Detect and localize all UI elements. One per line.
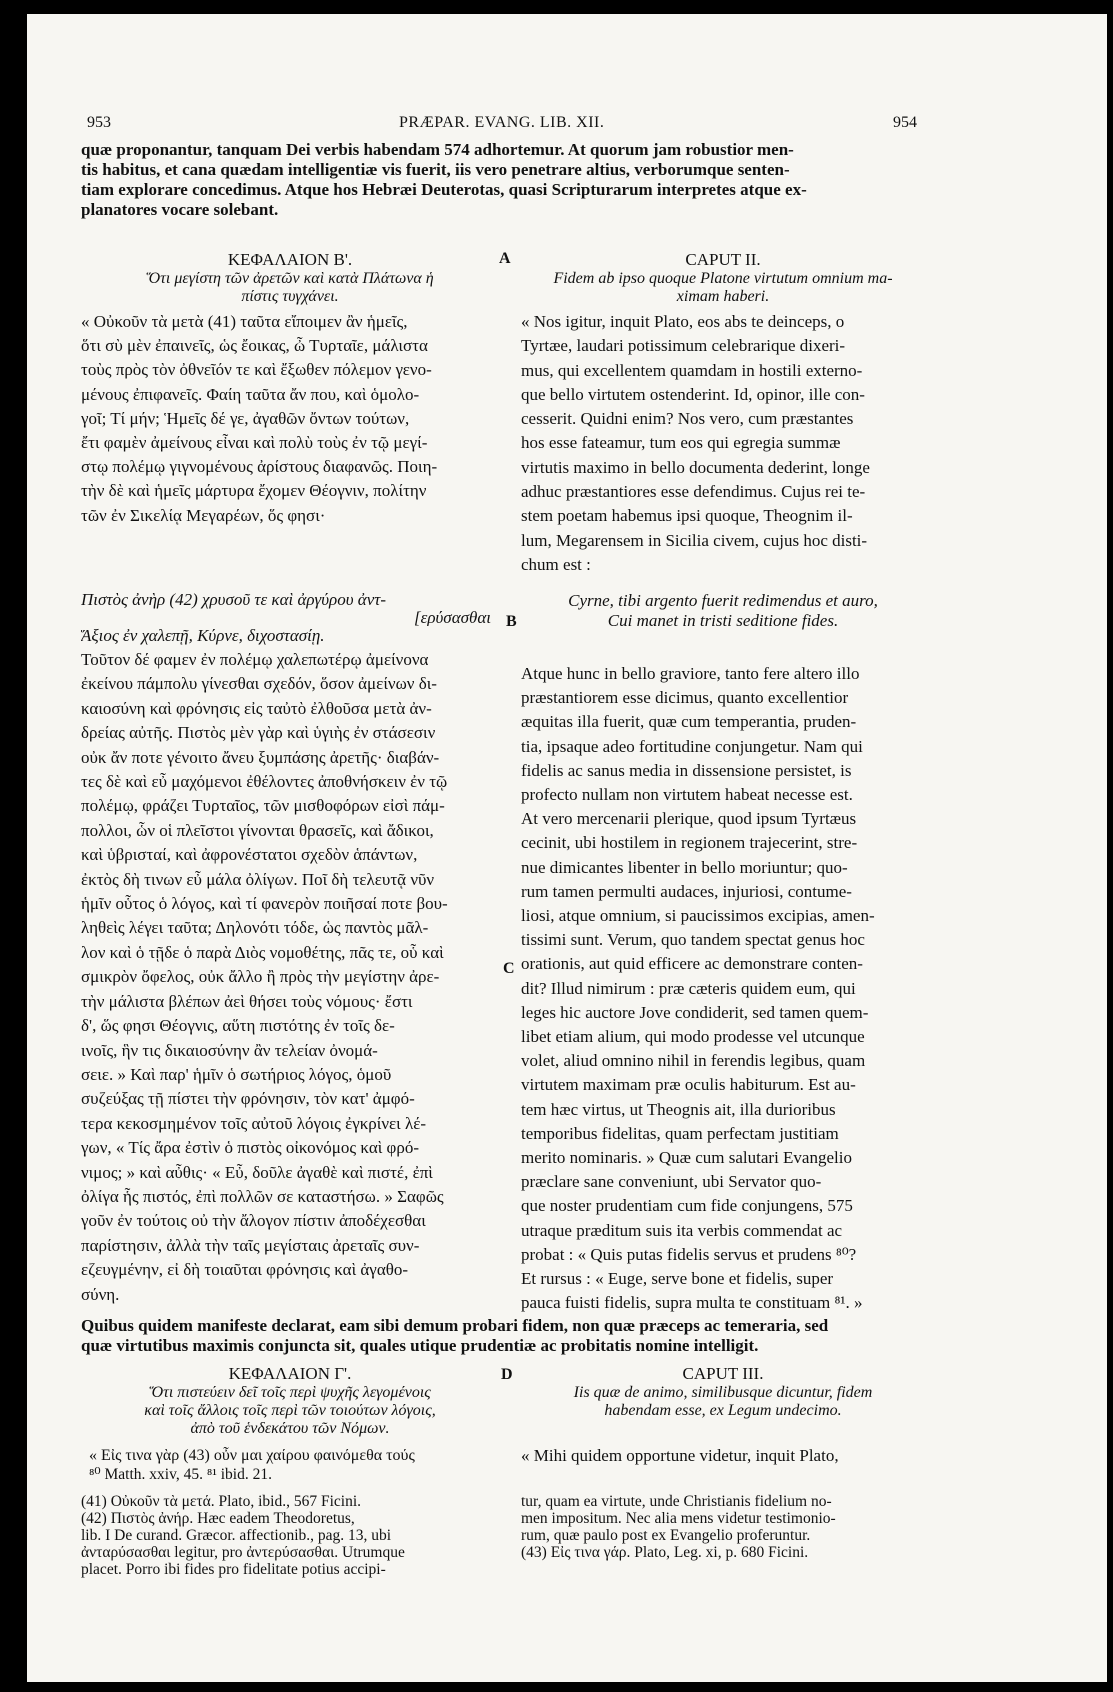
latin-line: præstantiorem esse dicimus, quanto excellentior [521, 688, 849, 708]
greek-line: γων, « Τίς ἄρα ἐστὶν ὁ πιστὸς οἰκονόμος καὶ φρό- [81, 1138, 419, 1158]
page-number-left: 953 [87, 114, 111, 131]
latin-line: præclare sane conveniunt, ubi Servator quo- [521, 1172, 822, 1192]
bridge-paragraph [81, 1316, 933, 1356]
column-marker-a: A [499, 250, 511, 267]
book-page [27, 14, 1107, 1682]
latin-line: temporibus fidelitas, quam perfectam justitiam [521, 1123, 839, 1143]
latin-chapter-subtitle [513, 1384, 933, 1420]
running-title: PRÆPAR. EVANG. LIB. XII. [399, 114, 605, 131]
latin-line: fidelis ac sanus media in dissensione persistet, is [521, 760, 852, 780]
footnote-line: (41) Οὐκοῦν τὰ μετά. Plato, ibid., 567 Ficini. [81, 1493, 362, 1510]
greek-line: ληθεὶς λέγει ταῦτα; Δηλονότι τόδε, ὡς παντὸς μᾶλ- [81, 918, 429, 938]
footnotes-right [521, 1493, 933, 1561]
greek-line: ἐκείνου πάμπολυ γίνεσθαι σχεδόν, ὅσον ἀμείνων δι- [81, 674, 437, 694]
greek-line: δρείας αὐτῆς. Πιστὸς μὲν γὰρ καὶ ὑγιὴς ἐν στάσεσιν [81, 723, 436, 743]
text-line: tiam explorare concedimus. Atque hos Hebræi Deuterotas, quasi Scripturarum interpretes atque ex- [81, 180, 807, 199]
text-line: Quibus quidem manifeste declarat, eam sibi demum probari fidem, non quæ præceps ac temeraria, sed [81, 1316, 829, 1335]
latin-line: adhuc præstantiores esse defendimus. Cujus rei te- [521, 482, 866, 502]
latin-verse [513, 591, 933, 631]
latin-line: tissimi sunt. Verum, quo tandem spectat genus hoc [521, 930, 865, 950]
subtitle-line: πίστις τυγχάνει. [241, 288, 339, 305]
latin-line: mus, qui excellentem quamdam in hostili externo- [521, 360, 863, 380]
greek-line: τὴν μάλιστα βλέπων ἀεὶ θήσει τοὺς νόμους· ἔστι [81, 991, 413, 1011]
footnote-line: (42) Πιστὸς ἀνήρ. Hæc eadem Theodoretus, [81, 1510, 355, 1527]
footnote-line: rum, quæ paulo post ex Evangelio proferuntur. [521, 1527, 811, 1544]
latin-line: tem hæc virtus, ut Theognis ait, illa durioribus [521, 1099, 836, 1119]
greek-line: « Οὐκοῦν τὰ μετὰ (41) ταῦτα εἴποιμεν ἂν ἡμεῖς, [81, 312, 408, 331]
greek-line: ὅτι σὺ μὲν ἐπαινεῖς, ὡς ἔοικας, ὦ Τυρταῖε, μάλιστα [81, 336, 428, 356]
subtitle-line: habendam esse, ex Legum undecimo. [604, 1402, 842, 1419]
greek-line: εζευγμένην, εἰ δὴ τοιαῦται φρόνησις καὶ ἀγαθο- [81, 1260, 409, 1280]
text-line: quæ virtutibus maximis conjuncta sit, quales utique prudentiæ ac probitatis nomine intelligit. [81, 1336, 759, 1355]
greek-line: πολλοι, ὧν οἱ πλεῖστοι γίνονται θρασεῖς, καὶ ἄδικοι, [81, 820, 434, 840]
greek-chapter-subtitle [81, 1384, 499, 1438]
latin-line: lum, Megarensem in Sicilia civem, cujus hoc disti- [521, 530, 868, 550]
greek-line: ὀλίγα ἧς πιστός, ἐπὶ πολλῶν σε καταστήσω. » Σαφῶς [81, 1186, 444, 1206]
greek-line: ινοῖς, ἣν τις δικαιοσύνην ἂν τελείαν ὀνομά- [81, 1040, 378, 1060]
greek-line: τῶν ἐν Σικελίᾳ Μεγαρέων, ὅς φησι· [81, 505, 326, 525]
subtitle-line: ximam haberi. [676, 288, 770, 305]
greek-line: συζεύξας τῇ πίστει τὴν φρόνησιν, τὸν κατ' ἀμφό- [81, 1089, 415, 1109]
greek-line: οὐκ ἄν ποτε γένοιτο ἄνευ ξυμπάσης ἀρετῆς· διαβάν- [81, 747, 440, 767]
greek-line: τὴν δὲ καὶ ἡμεῖς μάρτυρα ἔχομεν Θέογνιν, πολίτην [81, 481, 427, 501]
text-line: tis habitus, et cana quædam intelligentiæ vis fuerit, iis vero penetrare altius, verborumque senten- [81, 160, 790, 179]
latin-line: Atque hunc in bello graviore, tanto fere altero illo [521, 664, 860, 683]
latin-line: leges hic auctore Jove condiderit, sed tamen quem- [521, 1002, 869, 1022]
latin-line: profecto nullam non virtutem habeat necesse est. [521, 785, 853, 805]
greek-chapter-heading: ΚΕΦΑΛΑΙΟΝ Β'. [227, 250, 353, 269]
latin-line: merito nominaris. » Quæ cum salutari Evangelio [521, 1148, 852, 1168]
footnote-line: men impositum. Nec alia mens videtur testimonio- [521, 1510, 836, 1527]
latin-line: virtutis maximo in bello documenta dederint, longe [521, 457, 870, 477]
greek-line: πολέμῳ, φράζει Τυρταῖος, τῶν μισθοφόρων εἰσὶ πάμ- [81, 796, 445, 816]
subtitle-line: Ὅτι μεγίστη τῶν ἀρετῶν καὶ κατὰ Πλάτωνα ἡ [146, 270, 434, 287]
latin-line: que bello virtutem ostenderint. Id, opinor, ille con- [521, 384, 865, 404]
footnote-line: lib. I De curand. Græcor. affectionib., pag. 13, ubi [81, 1527, 392, 1544]
latin-line: que noster prudentiam cum fide conjungens, 575 [521, 1196, 853, 1216]
latin-column-block2 [521, 662, 933, 1315]
intro-paragraph [81, 140, 933, 220]
text-line: quæ proponantur, tanquam Dei verbis habendam 574 adhortemur. At quorum jam robustior men- [81, 140, 794, 159]
greek-line: στῳ πολέμῳ γιγνομένους ἀρίστους διαφανῶς. Ποιη- [81, 457, 438, 477]
latin-line: cecinit, ubi hostilem in regionem trajecerint, stre- [521, 833, 858, 853]
latin-line: rum tamen permulti audaces, injuriosi, contume- [521, 881, 852, 901]
verse-line: Πιστὸς ἀνὴρ (42) χρυσοῦ τε καὶ ἀργύρου ἀντ- [81, 590, 386, 609]
latin-line: hos esse fateamur, tum eos qui egregia summæ [521, 433, 841, 453]
latin-line: liosi, atque omnium, si paucissimos excipias, amen- [521, 906, 875, 926]
subtitle-line: ἀπὸ τοῦ ἑνδεκάτου τῶν Νόμων. [190, 1420, 390, 1437]
greek-line: γοῖ; Τί μήν; Ἡμεῖς δέ γε, ἀγαθῶν ὄντων τούτων, [81, 408, 410, 428]
greek-column-block2 [81, 648, 493, 1307]
latin-line: At vero mercenarii plerique, quod ipsum Tyrtæus [521, 809, 857, 829]
latin-line: chum est : [521, 554, 591, 574]
latin-line: æquitas illa fuerit, quæ cum temperantia, pruden- [521, 712, 857, 732]
latin-line: nue dimicantes libenter in bello moriuntur; quo- [521, 857, 848, 877]
latin-column-block1 [521, 310, 933, 577]
subtitle-line: Ὅτι πιστεύειν δεῖ τοῖς περὶ ψυχῆς λεγομένοις [149, 1384, 431, 1401]
scripture-references: ⁸⁰ Matth. xxiv, 45. ⁸¹ ibid. 21. [89, 1466, 272, 1483]
footnote-line: ἀνταρύσασθαι legitur, pro ἀντερύσασθαι. Utrumque [81, 1544, 405, 1561]
verse-line: Cui manet in tristi seditione fides. [607, 611, 839, 630]
subtitle-line: Fidem ab ipso quoque Platone virtutum omnium ma- [553, 270, 893, 287]
latin-chapter-heading: CAPUT III. [682, 1364, 764, 1383]
latin-line: Tyrtæe, laudari potissimum celebrarique dixeri- [521, 336, 846, 356]
latin-line: libet etiam alium, qui modo prodesse vel utcunque [521, 1027, 865, 1047]
greek-line: λον καὶ ὁ τῇδε ὁ παρὰ Διὸς νομοθέτης, πᾶς τε, οὗ καὶ [81, 942, 444, 962]
footnote-line: (43) Εἰς τινα γάρ. Plato, Leg. xi, p. 680 Ficini. [521, 1544, 809, 1561]
greek-line: παρίστησιν, ἀλλὰ τὴν ταῖς μεγίσταις ἀρεταῖς συν- [81, 1235, 420, 1255]
page-number-right: 954 [893, 114, 917, 131]
greek-line: ἔτι φαμὲν ἀμείνους εἶναι καὶ πολὺ τοὺς ἐν τῷ μεγί- [81, 433, 428, 453]
footnote-line: tur, quam ea virtute, unde Christianis fidelium no- [521, 1493, 832, 1510]
column-marker-c: C [503, 960, 515, 977]
latin-line: tia, ipsaque adeo fortitudine conjungetur. Nam qui [521, 736, 863, 756]
greek-line: σμικρὸν ὄφελος, οὐκ ἄλλο ἢ πρὸς τὴν μεγίστην ἀρε- [81, 967, 440, 987]
latin-line: Et rursus : « Euge, serve bone et fidelis, super [521, 1269, 834, 1289]
latin-chapter-subtitle [513, 270, 933, 306]
greek-chapter-subtitle [81, 270, 499, 306]
greek-line: καιοσύνη καὶ φρόνησις εἰς ταὐτὸ ἐλθοῦσα μετὰ ἀν- [81, 698, 432, 718]
latin-line: pauca fuisti fidelis, supra multa te constituam ⁸¹. » [521, 1293, 863, 1313]
greek-line: τες δὲ καὶ εὖ μαχόμενοι ἐθέλοντες ἀποθνήσκειν ἐν τῷ [81, 772, 448, 792]
greek-line: « Εἰς τινα γὰρ (43) οὖν μαι χαίρου φαινόμεθα τούς [89, 1447, 415, 1464]
subtitle-line: Iis quæ de animo, similibusque dicuntur, fidem [573, 1384, 873, 1401]
greek-chapter-heading: ΚΕΦΑΛΑΙΟΝ Γ'. [228, 1364, 352, 1383]
latin-line: volet, aliud omnino nihil in ferendis legibus, quam [521, 1051, 866, 1071]
greek-line: τερα κεκοσμημένον τοῖς αὐτοῦ λόγοις ἐγκρίνει λέ- [81, 1113, 427, 1133]
verse-line: Ἄξιος ἐν χαλεπῇ, Κύρνε, διχοστασίῃ. [81, 626, 325, 645]
greek-line: καὶ ὑβρισταί, καὶ ἀφρονέστατοι σχεδὸν ἁπάντων, [81, 845, 418, 865]
greek-line: δ', ὥς φησι Θέογνις, αὕτη πιστότης ἐν τοῖς δε- [81, 1016, 395, 1036]
greek-line: σύνη. [81, 1284, 120, 1304]
greek-line: Τοῦτον δέ φαμεν ἐν πολέμῳ χαλεπωτέρῳ ἀμείνονα [81, 650, 429, 669]
verse-line: [ερύσασθαι [414, 610, 491, 626]
greek-line: ἡμῖν οὗτος ὁ λόγος, καὶ τί φανερὸν ποιῆσαί ποτε βου- [81, 894, 448, 914]
text-line: planatores vocare solebant. [81, 200, 279, 219]
latin-line: virtutem maximam præ oculis habiturum. Est au- [521, 1075, 856, 1095]
column-marker-b: B [506, 613, 517, 630]
latin-line: dit? Illud nimirum : præ cæteris quidem eum, qui [521, 978, 856, 998]
footnote-line: placet. Porro ibi fides pro fidelitate potius accipi- [81, 1561, 386, 1578]
latin-line: « Mihi quidem opportune videtur, inquit Plato, [521, 1446, 839, 1465]
greek-line: γοῦν ἐν τούτοις οὐ τὴν ἄλογον πίστιν ἀποδέχεσθαι [81, 1211, 426, 1231]
verse-line: Cyrne, tibi argento fuerit redimendus et auro, [568, 591, 878, 610]
latin-line: cesserit. Quidni enim? Nos vero, cum præstantes [521, 409, 854, 429]
greek-verse [81, 590, 493, 646]
subtitle-line: καὶ τοῖς ἄλλοις τοῖς περὶ τῶν τοιούτων λόγοις, [144, 1402, 436, 1419]
greek-line: τοὺς πρὸς τὸν ὀθνεῖόν τε καὶ ἔξωθεν πόλεμον γενο- [81, 360, 432, 380]
greek-line: σειε. » Καὶ παρ' ἡμῖν ὁ σωτήριος λόγος, ὁμοῦ [81, 1064, 392, 1084]
latin-line: probat : « Quis putas fidelis servus et prudens ⁸⁰? [521, 1244, 857, 1264]
latin-line: « Nos igitur, inquit Plato, eos abs te deinceps, o [521, 312, 845, 331]
column-marker-d: D [501, 1366, 513, 1383]
greek-line: νιμος; » καὶ αὖθις· « Εὖ, δοῦλε ἀγαθὲ καὶ πιστέ, ἐπὶ [81, 1162, 433, 1182]
latin-line: stem poetam habemus ipsi quoque, Theognim il- [521, 506, 853, 526]
greek-column-block1 [81, 310, 493, 528]
footnotes-left [81, 1493, 499, 1578]
latin-chapter-heading: CAPUT II. [685, 250, 761, 269]
greek-line: μένους ἐπιφανεῖς. Φαίη ταῦτα ἄν που, καὶ ὁμολο- [81, 384, 420, 404]
latin-line: orationis, aut quid efficere ac demonstrare conten- [521, 954, 863, 974]
latin-line: utraque præditum suis ita verbis commendat ac [521, 1220, 843, 1240]
greek-line: ἐκτὸς δὴ τινων εὖ μάλα ὀλίγων. Ποῖ δὴ τελευτᾷ νῦν [81, 869, 435, 889]
